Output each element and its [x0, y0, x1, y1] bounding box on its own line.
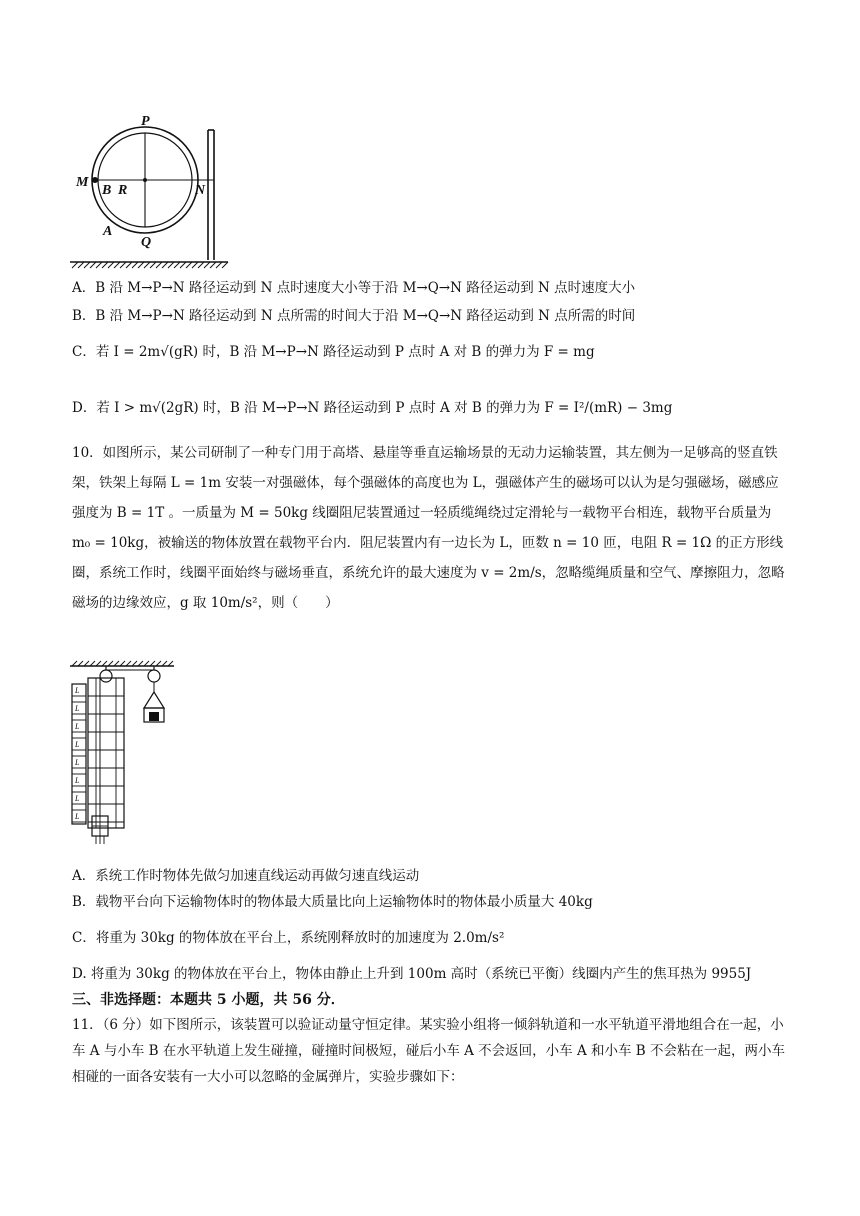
q9-option-b: B．B 沿 M→P→N 路径运动到 N 点所需的时间大于沿 M→Q→N 路径运动到 N 点所需的时间: [72, 308, 636, 324]
q9-option-c: C．若 I = 2m√(gR) 时，B 沿 M→P→N 路径运动到 P 点时 A 对 B 的弹力为 F = mg: [72, 344, 595, 360]
q10-option-b: B．载物平台向下运输物体时的物体最大质量比向上运输物体时的物体最小质量大 40kg: [72, 894, 593, 910]
rail-rungs: [88, 678, 124, 828]
cargo-platform: [144, 692, 164, 708]
ceiling-hatch: [72, 661, 173, 666]
center-dot: [143, 178, 147, 182]
label-n: N: [195, 183, 206, 198]
q11-stem: 11．（6 分）如下图所示，该装置可以验证动量守恒定律。某实验小组将一倾斜轨道和一水平轨道平滑地组合在一起，小车 A 与小车 B 在水平轨道上发生碰撞，碰撞时间极短，碰后小车 A 不会返回，小车 A 和小车 B 不会粘在一起，两小车相碰的一面各安装有一大小可以忽略的金属弹片，实验步骤如下：: [72, 1017, 786, 1085]
ring-figure: [68, 110, 238, 272]
q9-option-d: D．若 I > m√(2gR) 时，B 沿 M→P→N 路径运动到 P 点时 A 对 B 的弹力为 F = I²/(mR) − 3mg: [72, 400, 673, 416]
section-heading: 三、非选择题：本题共 5 小题，共 56 分．: [72, 992, 345, 1008]
q10-option-a: A．系统工作时物体先做匀加速直线运动再做匀速直线运动: [72, 868, 420, 884]
magnet-label: L: [75, 686, 80, 695]
magnet-label: L: [75, 758, 80, 767]
guide-rail: [88, 678, 124, 828]
magnet-label: L: [75, 722, 80, 731]
magnet-label: L: [75, 740, 80, 749]
cargo-box: [149, 712, 159, 721]
pulley-right: [148, 670, 160, 682]
ball-b: [92, 177, 98, 183]
q10-option-c: C．将重为 30kg 的物体放在平台上，系统刚释放时的加速度为 2.0m/s²: [72, 930, 505, 946]
label-r: R: [118, 183, 128, 198]
magnet-label: L: [75, 776, 80, 785]
magnet-label: L: [75, 794, 80, 803]
q10-option-d: D. 将重为 30kg 的物体放在平台上，物体由静止上升到 100m 高时（系统已平衡）线圈内产生的焦耳热为 9955J: [72, 966, 752, 982]
label-a: A: [103, 224, 113, 239]
label-q: Q: [141, 235, 152, 250]
label-b: B: [102, 183, 112, 198]
pulley-left: [100, 670, 112, 682]
q9-option-a: A．B 沿 M→P→N 路径运动到 N 点时速度大小等于沿 M→Q→N 路径运动到 N 点时速度大小: [72, 280, 636, 296]
transport-device-figure: [68, 658, 178, 858]
ground-hatch: [72, 262, 228, 268]
label-m: M: [76, 175, 89, 190]
q10-stem: 10．如图所示，某公司研制了一种专门用于高塔、悬崖等垂直运输场景的无动力运输装置，其左侧为一足够高的竖直铁架，铁架上每隔 L = 1m 安装一对强磁体，每个强磁体的高度也为 L，强磁体产生的磁场可以认为是匀强磁场，磁感应强度为 B = 1T 。一质量为 M = 50kg 线圈阻尼装置通过一轻质缆绳绕过定滑轮与一载物平台相连，载物平台质量为 m₀ = 10kg，被输送的物体放置在载物平台内．阻尼装置内有一边长为 L，匝数 n = 10 匝，电阻 R = 1Ω 的正方形线圈，系统工作时，线圈平面始终与磁场垂直，系统允许的最大速度为 v = 2m/s，忽略缆绳质量和空气、摩擦阻力，忽略磁场的边缘效应，g 取 10m/s²，则（ ）: [72, 445, 785, 611]
label-p: P: [141, 114, 150, 129]
magnet-label: L: [75, 812, 80, 821]
magnet-label: L: [75, 704, 80, 713]
